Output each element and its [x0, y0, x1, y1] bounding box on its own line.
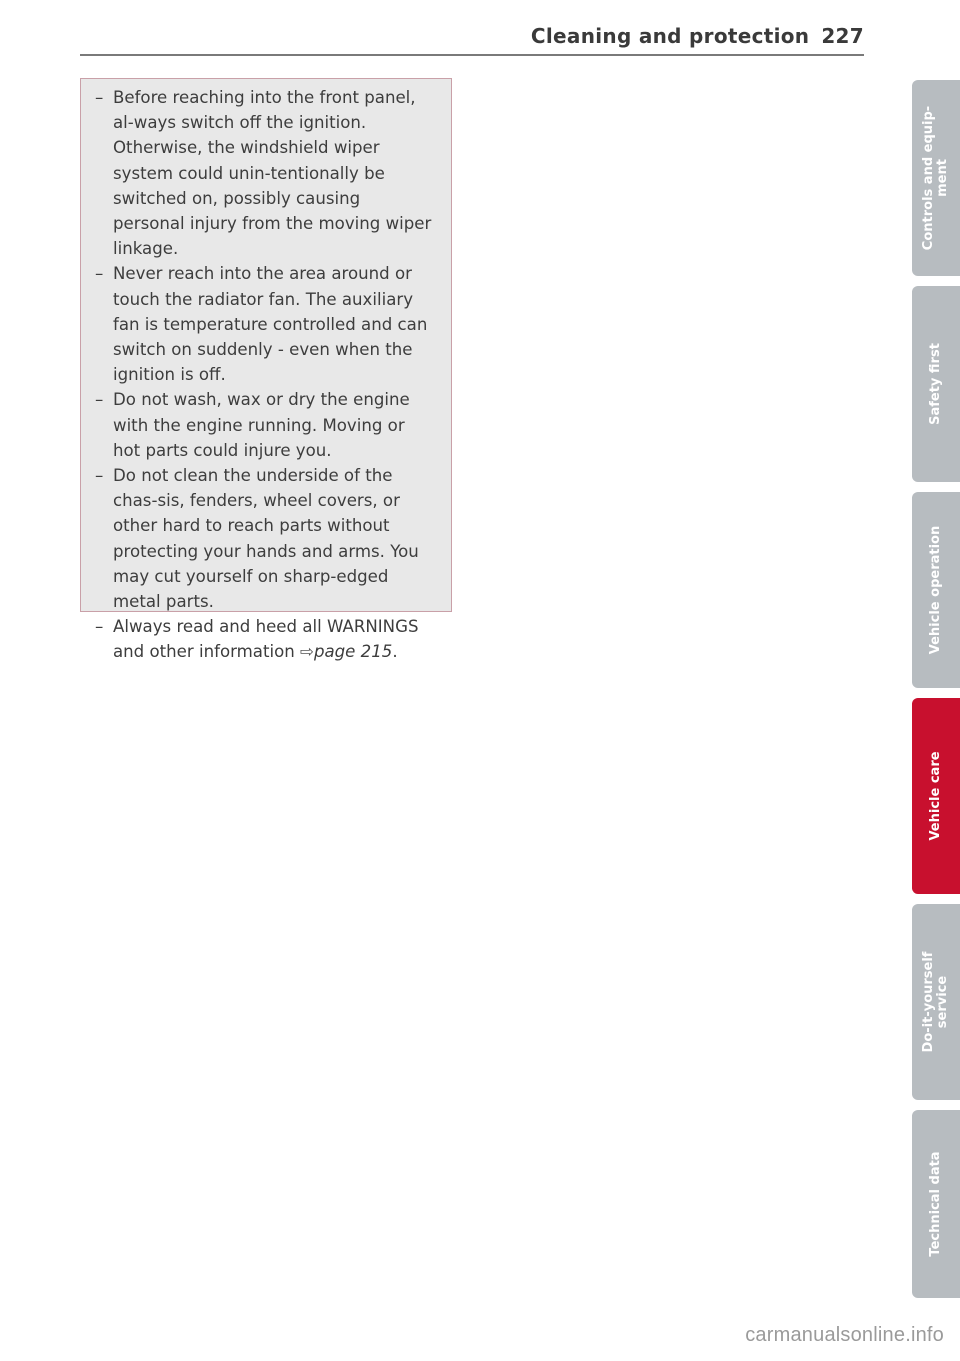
tab-label: Do-it-yourself service [921, 951, 950, 1053]
warning-item: – Do not wash, wax or dry the engine with the engine running. Moving or hot parts could injure you. [93, 387, 435, 463]
section-title: Cleaning and protection [530, 24, 810, 48]
header-title [531, 24, 864, 48]
tab-controls-and-equipment[interactable] [912, 80, 960, 276]
warning-item-end: . [392, 642, 398, 662]
chapter-tabs [912, 80, 960, 1298]
arrow-right-icon: ⇨ [300, 642, 314, 662]
page-number: 227 [821, 24, 864, 48]
page-reference-link[interactable]: page 215 [313, 642, 393, 662]
warning-box [80, 78, 452, 662]
tab-label: Vehicle care [928, 751, 943, 841]
warning-item: – Do not clean the underside of the chas-sis, fenders, wheel covers, or other hard to reach parts without protecting your hands and arms. You may cut yourself on sharp-edged metal parts. [93, 463, 435, 614]
warning-item-last [93, 614, 435, 664]
page-header [80, 22, 864, 56]
warning-item-text: Always read and heed all WARNINGS and other information [113, 617, 419, 662]
tab-do-it-yourself-service[interactable] [912, 904, 960, 1100]
tab-label: Vehicle operation [928, 525, 943, 655]
warning-item: – Before reaching into the front panel, al-ways switch off the ignition. Otherwise, the windshield wiper system could unin-tentionally be switched on, possibly causing personal injury from the moving wiper linkage. [93, 85, 435, 261]
warning-item: – Never reach into the area around or touch the radiator fan. The auxiliary fan is temperature controlled and can switch on suddenly - even when the ignition is off. [93, 261, 435, 387]
watermark: carmanualsonline.info [745, 1324, 944, 1346]
tab-label: Technical data [928, 1151, 943, 1257]
tab-label: Safety first [928, 343, 943, 425]
tab-vehicle-operation[interactable] [912, 492, 960, 688]
tab-safety-first[interactable] [912, 286, 960, 482]
tab-technical-data[interactable] [912, 1110, 960, 1298]
tab-vehicle-care[interactable] [912, 698, 960, 894]
warning-list [93, 85, 435, 665]
tab-label: Controls and equip- ment [921, 105, 950, 251]
